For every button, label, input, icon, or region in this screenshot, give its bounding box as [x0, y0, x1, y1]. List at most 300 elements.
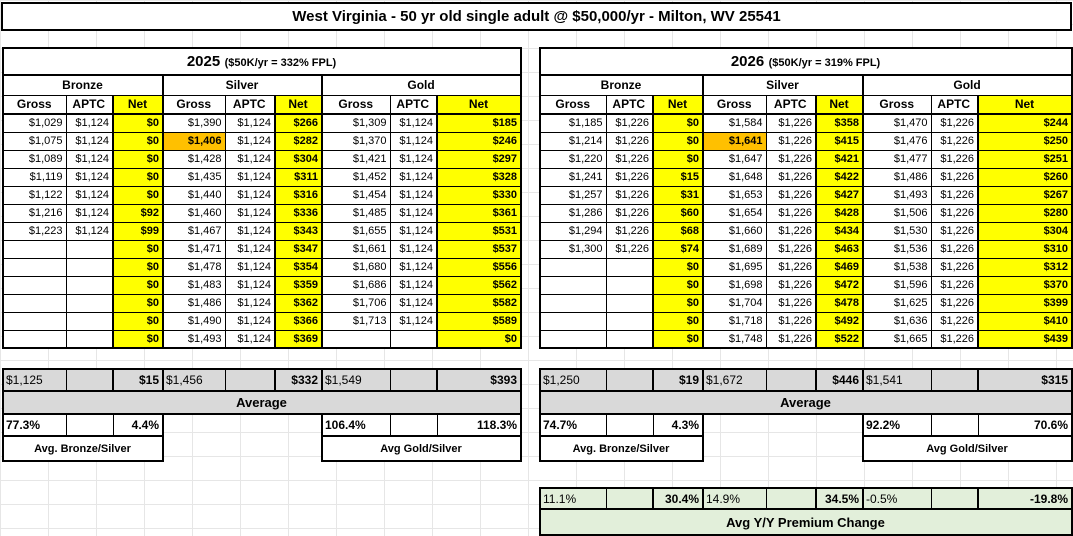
cell[interactable]: $1,226	[931, 330, 978, 348]
cell[interactable]: $1,506	[863, 204, 931, 222]
cell[interactable]: $0	[653, 114, 703, 132]
cell[interactable]: $1,226	[931, 114, 978, 132]
cell[interactable]: $1,476	[863, 132, 931, 150]
cell[interactable]: $1,226	[766, 222, 816, 240]
cell[interactable]: $1,124	[390, 240, 437, 258]
cell[interactable]	[66, 294, 113, 312]
year-header-2026[interactable]	[540, 48, 1072, 75]
cell[interactable]: $1,124	[225, 114, 275, 132]
cell[interactable]: 11.1%	[540, 488, 606, 509]
cell[interactable]: $1,486	[863, 168, 931, 186]
cell[interactable]: $354	[275, 258, 322, 276]
col-header-aptc[interactable]: APTC	[931, 95, 978, 114]
cell[interactable]: $1,226	[766, 204, 816, 222]
cell[interactable]: $1,226	[766, 186, 816, 204]
cell[interactable]: $1,680	[322, 258, 390, 276]
cell[interactable]: $1,226	[606, 204, 653, 222]
cell[interactable]: $311	[275, 168, 322, 186]
cell[interactable]: $1,648	[703, 168, 766, 186]
col-header-gross[interactable]: Gross	[3, 95, 66, 114]
cell[interactable]: $1,226	[766, 168, 816, 186]
cell[interactable]: $1,538	[863, 258, 931, 276]
cell[interactable]: $1,185	[540, 114, 606, 132]
cell[interactable]: -19.8%	[978, 488, 1072, 509]
cell[interactable]: $1,124	[225, 132, 275, 150]
cell[interactable]: $304	[275, 150, 322, 168]
cell[interactable]: $1,300	[540, 240, 606, 258]
cell[interactable]: $362	[275, 294, 322, 312]
cell[interactable]: $1,220	[540, 150, 606, 168]
cell[interactable]: $0	[113, 168, 163, 186]
cell[interactable]: $1,647	[703, 150, 766, 168]
cell[interactable]: $0	[113, 294, 163, 312]
col-header-aptc[interactable]: APTC	[225, 95, 275, 114]
cell[interactable]	[931, 369, 978, 391]
cell[interactable]: $1,467	[163, 222, 225, 240]
cell[interactable]: 14.9%	[703, 488, 766, 509]
cell[interactable]: 70.6%	[978, 414, 1072, 436]
cell[interactable]: $1,257	[540, 186, 606, 204]
cell[interactable]: $1,440	[163, 186, 225, 204]
cell[interactable]: $1,226	[606, 132, 653, 150]
cell[interactable]: $1,471	[163, 240, 225, 258]
cell[interactable]: $1,124	[66, 204, 113, 222]
cell[interactable]	[66, 276, 113, 294]
cell[interactable]: $1,216	[3, 204, 66, 222]
cell[interactable]: $251	[978, 150, 1072, 168]
cell[interactable]: $1,124	[390, 312, 437, 330]
cell[interactable]: $393	[437, 369, 521, 391]
cell[interactable]: $1,124	[225, 258, 275, 276]
cell[interactable]: $1,689	[703, 240, 766, 258]
cell[interactable]: $1,124	[225, 294, 275, 312]
cell[interactable]: $92	[113, 204, 163, 222]
cell[interactable]: $1,226	[606, 186, 653, 204]
cell[interactable]: $1,625	[863, 294, 931, 312]
cell[interactable]: $1,124	[390, 168, 437, 186]
cell[interactable]: $1,124	[225, 204, 275, 222]
cell[interactable]: $260	[978, 168, 1072, 186]
col-header-gross[interactable]: Gross	[163, 95, 225, 114]
cell[interactable]: $1,549	[322, 369, 390, 391]
cell[interactable]	[931, 414, 978, 436]
cell[interactable]: $332	[275, 369, 322, 391]
cell[interactable]: $1,536	[863, 240, 931, 258]
cell[interactable]: $185	[437, 114, 521, 132]
cell[interactable]	[225, 369, 275, 391]
col-header-aptc[interactable]: APTC	[606, 95, 653, 114]
col-header-net[interactable]: Net	[275, 95, 322, 114]
cell[interactable]: $304	[978, 222, 1072, 240]
cell[interactable]: $1,226	[606, 114, 653, 132]
cell[interactable]: 74.7%	[540, 414, 606, 436]
cell[interactable]: $1,286	[540, 204, 606, 222]
cell[interactable]: $492	[816, 312, 863, 330]
cell[interactable]: $1,493	[863, 186, 931, 204]
cell[interactable]: $1,370	[322, 132, 390, 150]
cell[interactable]: $244	[978, 114, 1072, 132]
cell[interactable]	[66, 369, 113, 391]
cell[interactable]: $1,226	[606, 168, 653, 186]
cell[interactable]: $0	[113, 150, 163, 168]
cell[interactable]: $531	[437, 222, 521, 240]
cell[interactable]: $1,226	[766, 114, 816, 132]
cell[interactable]: $1,226	[931, 258, 978, 276]
tier-header-bronze[interactable]: Bronze	[3, 75, 163, 95]
cell[interactable]: $1,226	[931, 276, 978, 294]
cell[interactable]: $1,124	[390, 276, 437, 294]
average-label[interactable]: Average	[3, 391, 521, 414]
cell[interactable]: $1,713	[322, 312, 390, 330]
cell[interactable]: $1,309	[322, 114, 390, 132]
col-header-gross[interactable]: Gross	[322, 95, 390, 114]
cell[interactable]	[540, 258, 606, 276]
cell[interactable]: $1,226	[606, 240, 653, 258]
col-header-net[interactable]: Net	[653, 95, 703, 114]
col-header-aptc[interactable]: APTC	[766, 95, 816, 114]
col-header-net[interactable]: Net	[437, 95, 521, 114]
cell[interactable]: $1,226	[766, 132, 816, 150]
cell[interactable]	[606, 294, 653, 312]
cell[interactable]: 4.4%	[113, 414, 163, 436]
cell[interactable]: $1,470	[863, 114, 931, 132]
cell[interactable]: $537	[437, 240, 521, 258]
cell[interactable]	[606, 488, 653, 509]
cell[interactable]: $1,672	[703, 369, 766, 391]
cell[interactable]: $1,226	[931, 150, 978, 168]
cell[interactable]: $60	[653, 204, 703, 222]
cell[interactable]: $0	[653, 258, 703, 276]
cell[interactable]: $1,584	[703, 114, 766, 132]
cell[interactable]: $1,456	[163, 369, 225, 391]
cell[interactable]: $297	[437, 150, 521, 168]
cell[interactable]	[3, 276, 66, 294]
cell[interactable]: $1,124	[66, 114, 113, 132]
cell[interactable]: $1,124	[390, 294, 437, 312]
cell[interactable]: $1,124	[225, 312, 275, 330]
gold-silver-label[interactable]: Avg Gold/Silver	[863, 436, 1072, 461]
cell[interactable]	[3, 258, 66, 276]
cell[interactable]: $1,421	[322, 150, 390, 168]
cell[interactable]	[931, 488, 978, 509]
cell[interactable]	[766, 369, 816, 391]
cell[interactable]: $582	[437, 294, 521, 312]
cell[interactable]: $1,226	[931, 222, 978, 240]
cell[interactable]: $0	[113, 330, 163, 348]
gold-silver-label[interactable]: Avg Gold/Silver	[322, 436, 521, 461]
col-header-net[interactable]: Net	[978, 95, 1072, 114]
cell[interactable]: $358	[816, 114, 863, 132]
cell[interactable]: $1,428	[163, 150, 225, 168]
cell[interactable]: $330	[437, 186, 521, 204]
cell[interactable]: $1,089	[3, 150, 66, 168]
cell[interactable]: $1,122	[3, 186, 66, 204]
cell[interactable]: $1,124	[225, 150, 275, 168]
cell[interactable]: $1,454	[322, 186, 390, 204]
cell[interactable]: $421	[816, 150, 863, 168]
cell[interactable]: $472	[816, 276, 863, 294]
cell[interactable]: $1,226	[766, 330, 816, 348]
cell[interactable]: $1,660	[703, 222, 766, 240]
col-header-aptc[interactable]: APTC	[390, 95, 437, 114]
cell[interactable]: $1,478	[163, 258, 225, 276]
cell[interactable]: $370	[978, 276, 1072, 294]
cell[interactable]: $1,226	[766, 294, 816, 312]
cell[interactable]	[66, 258, 113, 276]
cell[interactable]: $1,226	[606, 222, 653, 240]
cell[interactable]: $336	[275, 204, 322, 222]
col-header-aptc[interactable]: APTC	[66, 95, 113, 114]
cell[interactable]	[540, 330, 606, 348]
cell[interactable]: $15	[113, 369, 163, 391]
cell[interactable]: $1,485	[322, 204, 390, 222]
cell[interactable]: $1,124	[225, 330, 275, 348]
cell[interactable]	[3, 240, 66, 258]
cell[interactable]: $1,124	[66, 132, 113, 150]
cell[interactable]: $463	[816, 240, 863, 258]
cell[interactable]: $1,541	[863, 369, 931, 391]
cell[interactable]: $99	[113, 222, 163, 240]
cell[interactable]: $1,226	[766, 240, 816, 258]
cell[interactable]	[606, 276, 653, 294]
cell[interactable]	[766, 488, 816, 509]
cell[interactable]: $0	[653, 312, 703, 330]
cell[interactable]: $0	[113, 240, 163, 258]
cell[interactable]: $1,124	[390, 258, 437, 276]
cell[interactable]: $1,226	[931, 312, 978, 330]
cell[interactable]: $1,124	[225, 186, 275, 204]
cell[interactable]: $1,655	[322, 222, 390, 240]
cell[interactable]: $1,718	[703, 312, 766, 330]
cell[interactable]	[606, 414, 653, 436]
cell[interactable]: $399	[978, 294, 1072, 312]
cell[interactable]: $1,124	[66, 168, 113, 186]
cell[interactable]: $1,124	[225, 222, 275, 240]
cell[interactable]: $1,226	[766, 258, 816, 276]
cell[interactable]: $1,226	[766, 150, 816, 168]
cell[interactable]: $1,226	[931, 186, 978, 204]
cell[interactable]	[3, 312, 66, 330]
cell[interactable]: $1,596	[863, 276, 931, 294]
cell[interactable]: $1,636	[863, 312, 931, 330]
cell[interactable]: $0	[113, 132, 163, 150]
tier-header-bronze[interactable]: Bronze	[540, 75, 703, 95]
cell[interactable]: $1,226	[766, 312, 816, 330]
cell[interactable]: $1,695	[703, 258, 766, 276]
cell[interactable]: $1,223	[3, 222, 66, 240]
cell[interactable]: $1,653	[703, 186, 766, 204]
cell[interactable]: $1,435	[163, 168, 225, 186]
col-header-net[interactable]: Net	[816, 95, 863, 114]
cell[interactable]: $1,686	[322, 276, 390, 294]
cell[interactable]: $1,029	[3, 114, 66, 132]
col-header-net[interactable]: Net	[113, 95, 163, 114]
cell[interactable]: $19	[653, 369, 703, 391]
cell[interactable]: $1,124	[66, 150, 113, 168]
cell[interactable]	[66, 414, 113, 436]
cell[interactable]: $422	[816, 168, 863, 186]
cell[interactable]: $1,483	[163, 276, 225, 294]
cell[interactable]: $0	[653, 294, 703, 312]
cell[interactable]: $1,706	[322, 294, 390, 312]
cell[interactable]: $0	[653, 150, 703, 168]
tier-header-gold[interactable]: Gold	[322, 75, 521, 95]
tier-header-gold[interactable]: Gold	[863, 75, 1072, 95]
cell[interactable]	[540, 294, 606, 312]
cell[interactable]: $1,294	[540, 222, 606, 240]
cell[interactable]	[66, 240, 113, 258]
col-header-gross[interactable]: Gross	[540, 95, 606, 114]
cell[interactable]: $0	[113, 276, 163, 294]
cell[interactable]: $428	[816, 204, 863, 222]
cell[interactable]: $1,124	[66, 222, 113, 240]
cell[interactable]: $1,075	[3, 132, 66, 150]
average-label[interactable]: Average	[540, 391, 1072, 414]
tier-header-silver[interactable]: Silver	[703, 75, 863, 95]
cell[interactable]: $347	[275, 240, 322, 258]
cell[interactable]: $361	[437, 204, 521, 222]
col-header-gross[interactable]: Gross	[863, 95, 931, 114]
bronze-silver-label[interactable]: Avg. Bronze/Silver	[3, 436, 163, 461]
cell[interactable]: $1,124	[390, 186, 437, 204]
cell[interactable]: $1,124	[390, 132, 437, 150]
cell[interactable]: $1,124	[225, 168, 275, 186]
cell[interactable]: $1,124	[225, 276, 275, 294]
cell[interactable]: -0.5%	[863, 488, 931, 509]
cell[interactable]: $246	[437, 132, 521, 150]
cell[interactable]: $1,124	[390, 222, 437, 240]
cell[interactable]	[606, 312, 653, 330]
cell[interactable]: $1,226	[931, 204, 978, 222]
cell[interactable]: $1,452	[322, 168, 390, 186]
cell[interactable]: $1,698	[703, 276, 766, 294]
cell[interactable]: $315	[978, 369, 1072, 391]
cell[interactable]: $312	[978, 258, 1072, 276]
cell[interactable]: $1,226	[931, 240, 978, 258]
cell[interactable]	[390, 369, 437, 391]
cell[interactable]: $282	[275, 132, 322, 150]
cell[interactable]: $0	[437, 330, 521, 348]
bronze-silver-label[interactable]: Avg. Bronze/Silver	[540, 436, 703, 461]
cell[interactable]: $1,124	[390, 150, 437, 168]
cell[interactable]	[66, 312, 113, 330]
cell[interactable]: $1,226	[766, 276, 816, 294]
cell[interactable]: $1,493	[163, 330, 225, 348]
col-header-gross[interactable]: Gross	[703, 95, 766, 114]
cell[interactable]: $1,530	[863, 222, 931, 240]
cell[interactable]	[3, 294, 66, 312]
cell[interactable]: $1,119	[3, 168, 66, 186]
cell[interactable]: $1,665	[863, 330, 931, 348]
cell[interactable]	[540, 276, 606, 294]
cell[interactable]: $359	[275, 276, 322, 294]
cell[interactable]: $1,124	[390, 114, 437, 132]
cell[interactable]: $310	[978, 240, 1072, 258]
cell[interactable]: $0	[113, 114, 163, 132]
cell[interactable]: $1,654	[703, 204, 766, 222]
cell[interactable]: $1,406	[163, 132, 225, 150]
cell[interactable]: $316	[275, 186, 322, 204]
cell[interactable]: $1,241	[540, 168, 606, 186]
cell[interactable]	[322, 330, 390, 348]
cell[interactable]	[606, 369, 653, 391]
tier-header-silver[interactable]: Silver	[163, 75, 322, 95]
cell[interactable]: $1,124	[66, 186, 113, 204]
cell[interactable]: 4.3%	[653, 414, 703, 436]
cell[interactable]: $1,250	[540, 369, 606, 391]
cell[interactable]: $1,390	[163, 114, 225, 132]
cell[interactable]: $522	[816, 330, 863, 348]
cell[interactable]: $1,486	[163, 294, 225, 312]
cell[interactable]: $1,226	[606, 150, 653, 168]
cell[interactable]: $0	[653, 330, 703, 348]
cell[interactable]: $369	[275, 330, 322, 348]
cell[interactable]: $1,661	[322, 240, 390, 258]
cell[interactable]: $410	[978, 312, 1072, 330]
cell[interactable]: $280	[978, 204, 1072, 222]
cell[interactable]: $562	[437, 276, 521, 294]
cell[interactable]: $415	[816, 132, 863, 150]
cell[interactable]: 106.4%	[322, 414, 390, 436]
cell[interactable]: $589	[437, 312, 521, 330]
cell[interactable]: $1,226	[931, 168, 978, 186]
cell[interactable]: $1,490	[163, 312, 225, 330]
cell[interactable]: $267	[978, 186, 1072, 204]
cell[interactable]	[3, 330, 66, 348]
year-header-2025[interactable]	[3, 48, 521, 75]
cell[interactable]: $0	[113, 312, 163, 330]
cell[interactable]: $250	[978, 132, 1072, 150]
cell[interactable]: $1,477	[863, 150, 931, 168]
cell[interactable]: $1,641	[703, 132, 766, 150]
cell[interactable]: $1,125	[3, 369, 66, 391]
cell[interactable]: 77.3%	[3, 414, 66, 436]
cell[interactable]: 30.4%	[653, 488, 703, 509]
cell[interactable]	[66, 330, 113, 348]
cell[interactable]: $366	[275, 312, 322, 330]
cell[interactable]	[540, 312, 606, 330]
cell[interactable]	[390, 414, 437, 436]
cell[interactable]: $0	[113, 186, 163, 204]
cell[interactable]: $1,226	[931, 294, 978, 312]
cell[interactable]: $0	[653, 276, 703, 294]
cell[interactable]: $446	[816, 369, 863, 391]
cell[interactable]: $1,226	[931, 132, 978, 150]
cell[interactable]: $1,214	[540, 132, 606, 150]
cell[interactable]: $478	[816, 294, 863, 312]
cell[interactable]	[606, 330, 653, 348]
cell[interactable]: $1,460	[163, 204, 225, 222]
cell[interactable]	[606, 258, 653, 276]
cell[interactable]: $74	[653, 240, 703, 258]
cell[interactable]: $343	[275, 222, 322, 240]
cell[interactable]: $469	[816, 258, 863, 276]
cell[interactable]: $0	[113, 258, 163, 276]
cell[interactable]: 34.5%	[816, 488, 863, 509]
cell[interactable]: $427	[816, 186, 863, 204]
cell[interactable]: 92.2%	[863, 414, 931, 436]
cell[interactable]: $556	[437, 258, 521, 276]
yoy-label[interactable]: Avg Y/Y Premium Change	[540, 509, 1072, 535]
cell[interactable]: $31	[653, 186, 703, 204]
cell[interactable]: $1,124	[225, 240, 275, 258]
cell[interactable]: $0	[653, 132, 703, 150]
cell[interactable]: $1,748	[703, 330, 766, 348]
cell[interactable]: $1,704	[703, 294, 766, 312]
cell[interactable]: $439	[978, 330, 1072, 348]
cell[interactable]: 118.3%	[437, 414, 521, 436]
cell[interactable]: $266	[275, 114, 322, 132]
